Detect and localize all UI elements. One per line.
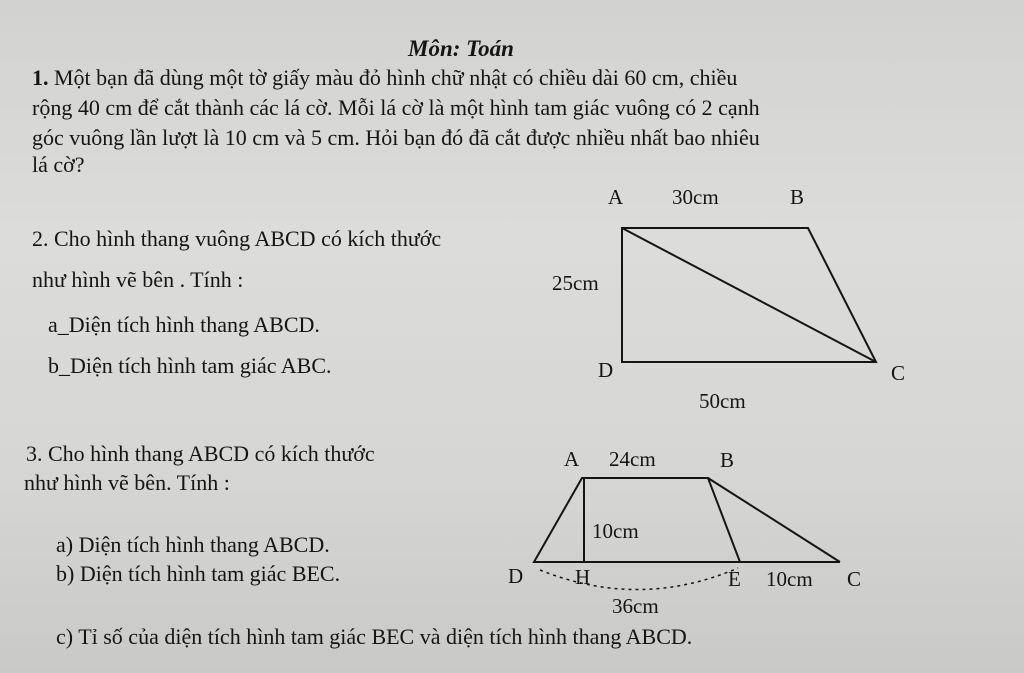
q3-label-d: D bbox=[508, 564, 524, 588]
q2-label-d: D bbox=[598, 358, 614, 382]
segment-bc bbox=[708, 478, 840, 562]
question-3-part-b: b) Diện tích hình tam giác BEC. bbox=[56, 561, 341, 586]
q3-label-b: B bbox=[720, 448, 735, 472]
q3-label-c: C bbox=[847, 567, 862, 591]
question-3-line-1: 3. Cho hình thang ABCD có kích thước bbox=[26, 441, 375, 466]
question-3-part-a: a) Diện tích hình thang ABCD. bbox=[56, 532, 330, 557]
q3-label-dc-length: 36cm bbox=[612, 594, 659, 618]
question-3-line-2: như hình vẽ bên. Tính : bbox=[24, 470, 230, 495]
question-1-line-3: góc vuông lần lượt là 10 cm và 5 cm. Hỏi bạn đó đã cắt được nhiều nhất bao nhiêu bbox=[32, 125, 760, 150]
question-1-text: Một bạn đã dùng một tờ giấy màu đỏ hình chữ nhật có chiều dài 60 cm, chiều bbox=[54, 65, 738, 90]
q3-label-a: A bbox=[564, 447, 580, 471]
question-2-part-b: b_Diện tích hình tam giác ABC. bbox=[48, 353, 332, 378]
question-1-line-4: lá cờ? bbox=[32, 152, 85, 177]
q2-label-bottom-length: 50cm bbox=[699, 389, 746, 413]
q2-label-left-length: 25cm bbox=[552, 271, 599, 295]
question-2-part-a: a_Diện tích hình thang ABCD. bbox=[48, 312, 320, 337]
question-2-line-1: 2. Cho hình thang vuông ABCD có kích thước bbox=[32, 226, 442, 251]
q2-label-a: A bbox=[608, 185, 624, 209]
q3-label-e: E bbox=[728, 567, 741, 591]
question-1-number: 1. bbox=[32, 65, 49, 90]
q3-label-ec-length: 10cm bbox=[766, 567, 813, 591]
q3-label-height: 10cm bbox=[592, 519, 639, 543]
question-3-part-c: c) Tỉ số của diện tích hình tam giác BEC và diện tích hình thang ABCD. bbox=[56, 624, 693, 649]
q2-label-c: C bbox=[891, 361, 906, 385]
dc-length-arc bbox=[540, 568, 738, 590]
q3-label-h: H bbox=[575, 565, 591, 589]
page-title: Môn: Toán bbox=[408, 36, 514, 61]
q2-label-b: B bbox=[790, 185, 805, 209]
question-1-line-2: rộng 40 cm để cắt thành các lá cờ. Mỗi lá cờ là một hình tam giác vuông có 2 cạnh bbox=[32, 95, 760, 120]
q3-label-top-length: 24cm bbox=[609, 447, 656, 471]
question-2-line-2: như hình vẽ bên . Tính : bbox=[32, 267, 244, 292]
q2-label-top-length: 30cm bbox=[672, 185, 719, 209]
